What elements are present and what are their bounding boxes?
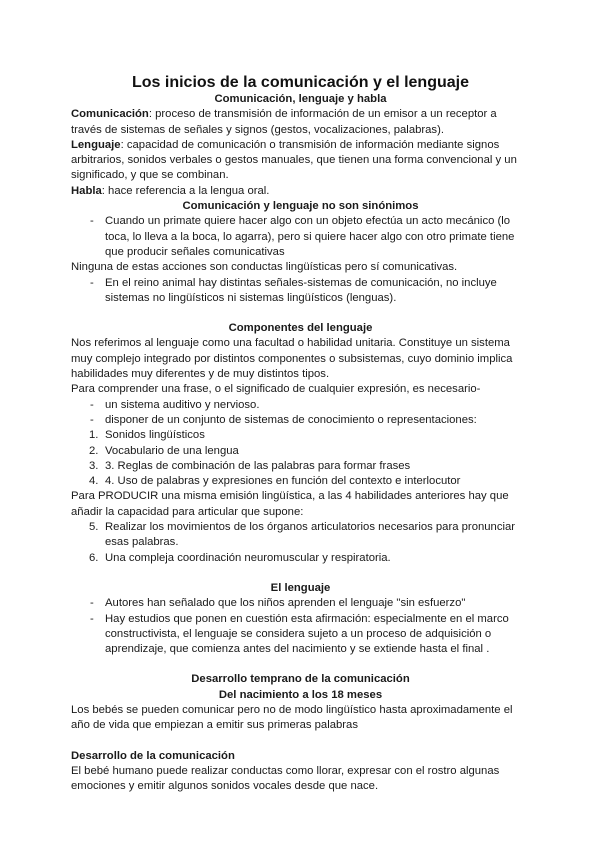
list-item-text: disponer de un conjunto de sistemas de conocimiento o representaciones:	[105, 413, 477, 426]
list-item-text: Vocabulario de una lengua	[105, 444, 239, 457]
bullet-list	[71, 596, 530, 657]
definition-text: : proceso de transmisión de información de un emisor a un receptor a través de sistemas de señales y signos (gestos, vocalizaciones, palabras).	[71, 108, 497, 136]
list-item-text: Sonidos lingüísticos	[105, 429, 205, 442]
definition-text: : hace referencia a la lengua oral.	[101, 184, 270, 197]
list-item-text: Cuando un primate quiere hacer algo con un objeto efectúa un acto mecánico (lo toca, lo lleva a la boca, lo agarra), pero si quiere hacer algo con otro primate tiene que producir señales comunicativas	[105, 215, 515, 258]
list-item	[71, 459, 530, 474]
list-item	[71, 444, 530, 459]
dash-marker: -	[90, 597, 94, 610]
list-item-text: Realizar los movimientos de los órganos articulatorios necesarios para pronunciar esas palabras.	[105, 521, 516, 549]
paragraph: Ninguna de estas acciones son conductas lingüísticas pero sí comunicativas.	[71, 261, 458, 274]
list-item-text: 3. Reglas de combinación de las palabras para formar frases	[105, 459, 411, 472]
section-heading-comunicacion-lenguaje-habla: Comunicación, lenguaje y habla	[214, 93, 387, 105]
section-heading-desarrollo-comunicacion	[71, 749, 530, 764]
spacer	[71, 306, 530, 321]
term-comunicacion: Comunicación	[71, 108, 149, 121]
list-item	[71, 520, 530, 551]
list-number: 1.	[89, 429, 99, 442]
dash-marker: -	[90, 398, 94, 411]
list-number: 2.	[89, 444, 99, 457]
definition-lenguaje	[71, 138, 530, 184]
section-heading-componentes: Componentes del lenguaje	[228, 322, 373, 335]
list-number: 6.	[89, 551, 99, 564]
heading-text: Desarrollo de la comunicación	[71, 749, 235, 762]
list-item	[71, 474, 530, 489]
document-title: Los inicios de la comunicación y el lenguaje	[132, 74, 469, 91]
paragraph: Para comprender una frase, o el significado de cualquier expresión, es necesario-	[71, 383, 481, 396]
dash-marker: -	[90, 612, 94, 625]
spacer	[71, 734, 530, 749]
list-item	[71, 398, 530, 413]
paragraph: Para PRODUCIR una misma emisión lingüística, a las 4 habilidades anteriores hay que añadir la capacidad para articular que supone:	[71, 490, 509, 518]
numbered-list	[71, 520, 530, 566]
list-number: 5.	[89, 521, 99, 534]
list-number: 3.	[89, 459, 99, 472]
list-item-text: Hay estudios que ponen en cuestión esta afirmación: especialmente en el marco constructivista, el lenguaje se considera sujeto a un proceso de adquisición o aprendizaje, que comienza antes del nacimiento y se extiende hasta el final .	[105, 612, 509, 656]
paragraph: Nos referimos al lenguaje como una facultad o habilidad unitaria. Constituye un sistema muy complejo integrado por distintos componentes o subsistemas, cuyo dominio implica habilidades muy diferentes y de muy distintos tipos.	[71, 337, 513, 381]
spacer	[71, 657, 530, 672]
list-item	[71, 276, 530, 307]
list-item-text: un sistema auditivo y nervioso.	[105, 398, 260, 411]
section-subheading-nacimiento-18-meses: Del nacimiento a los 18 meses	[218, 688, 383, 701]
list-item	[71, 413, 530, 428]
dash-marker: -	[90, 413, 94, 426]
list-number: 4.	[89, 475, 99, 488]
dash-marker: -	[90, 276, 94, 289]
list-item	[71, 214, 530, 260]
list-item-text: Autores han señalado que los niños aprenden el lenguaje "sin esfuerzo"	[105, 597, 466, 610]
list-item	[71, 596, 530, 611]
paragraph: El bebé humano puede realizar conductas como llorar, expresar con el rostro algunas emociones y emitir algunos sonidos vocales desde que nace.	[71, 764, 500, 793]
dash-marker: -	[90, 215, 94, 228]
spacer	[71, 566, 530, 581]
paragraph: Los bebés se pueden comunicar pero no de modo lingüístico hasta aproximadamente el año de vida que empiezan a emitir sus primeras palabras	[71, 703, 513, 732]
term-lenguaje: Lenguaje	[71, 138, 121, 151]
list-item-text: En el reino animal hay distintas señales-sistemas de comunicación, no incluye sistemas no lingüísticos ni sistemas lingüísticos (lenguas).	[105, 276, 497, 304]
list-item-text: Una compleja coordinación neuromuscular y respiratoria.	[105, 551, 391, 564]
definition-comunicacion	[71, 107, 530, 138]
section-heading-no-sinonimos: Comunicación y lenguaje no son sinónimos	[182, 200, 419, 213]
term-habla: Habla	[71, 184, 102, 197]
bullet-list	[71, 276, 530, 307]
section-heading-el-lenguaje: El lenguaje	[270, 581, 331, 594]
definition-habla	[71, 184, 530, 199]
bullet-list	[71, 214, 530, 260]
list-item	[71, 612, 530, 658]
numbered-list	[71, 428, 530, 489]
section-heading-desarrollo-temprano: Desarrollo temprano de la comunicación	[191, 673, 410, 686]
list-item	[71, 428, 530, 443]
list-item-text: 4. Uso de palabras y expresiones en función del contexto e interlocutor	[105, 475, 461, 488]
list-item	[71, 551, 530, 566]
definition-text: : capacidad de comunicación o transmisión de información mediante signos arbitrarios, sonidos verbales o gestos manuales, que tienen una forma convencional y un significado, y que se combinan.	[71, 138, 517, 182]
bullet-list	[71, 398, 530, 429]
